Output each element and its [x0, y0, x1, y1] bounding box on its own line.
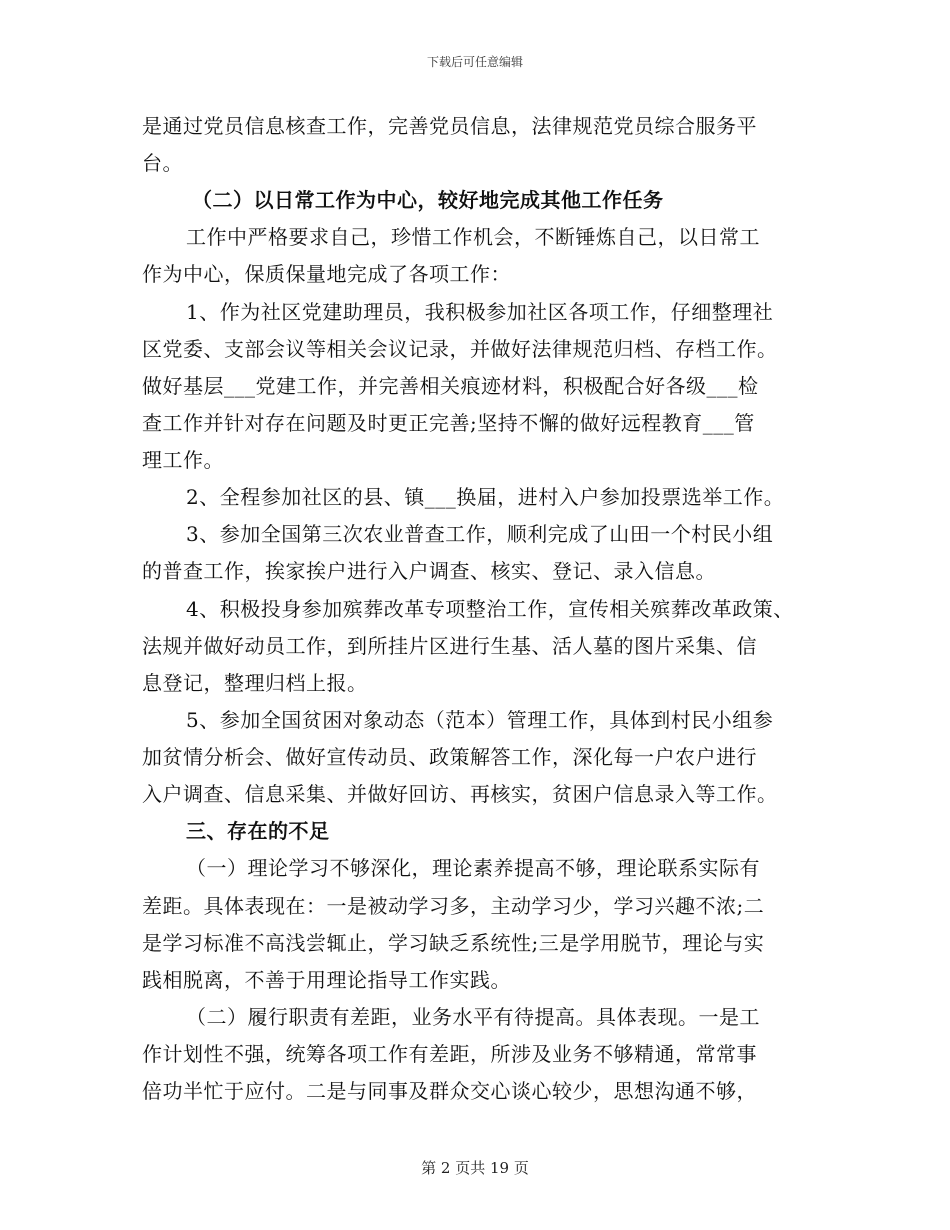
body-line: 理工作。 [142, 448, 224, 472]
body-line: 践相脱离，不善于用理论指导工作实践。 [142, 968, 511, 992]
body-line: 入户调查、信息采集、并做好回访、再核实，贫困户信息录入等工作。 [142, 782, 778, 806]
body-line: 工作中严格要求自己，珍惜工作机会，不断锤炼自己，以日常工 [186, 225, 760, 249]
body-line: 加贫情分析会、做好宣传动员、政策解答工作，深化每一户农户进行 [142, 745, 757, 769]
body-line: 做好基层___党建工作，并完善相关痕迹材料，积极配合好各级___检 [142, 374, 759, 398]
section-heading: （二）以日常工作为中心，较好地完成其他工作任务 [192, 188, 664, 212]
body-line: 差距。具体表现在：一是被动学习多，主动学习少，学习兴趣不浓;二 [142, 894, 765, 918]
body-line: 台。 [142, 151, 183, 175]
page-header: 下载后可任意编辑 [426, 55, 523, 69]
page-footer: 第 2 页共 19 页 [421, 1159, 529, 1177]
body-line: 是学习标准不高浅尝辄止，学习缺乏系统性;三是学用脱节，理论与实 [142, 931, 765, 955]
body-line: 3、参加全国第三次农业普查工作，顺利完成了山田一个村民小组 [186, 522, 774, 546]
body-line: 5、参加全国贫困对象动态（范本）管理工作，具体到村民小组参 [186, 708, 774, 732]
body-line: （一）理论学习不够深化，理论素养提高不够，理论联系实际有 [186, 856, 760, 880]
body-line: 法规并做好动员工作，到所挂片区进行生基、活人墓的图片采集、信 [142, 634, 757, 658]
body-line: 查工作并针对存在问题及时更正完善;坚持不懈的做好远程教育___管 [142, 411, 755, 435]
body-line: 作计划性不强，统筹各项工作有差距，所涉及业务不够精通，常常事 [142, 1042, 757, 1066]
body-line: 作为中心，保质保量地完成了各项工作： [142, 262, 511, 286]
body-line: 4、积极投身参加殡葬改革专项整治工作，宣传相关殡葬改革政策、 [186, 597, 794, 621]
body-line: 息登记，整理归档上报。 [142, 671, 368, 695]
section-heading: 三、存在的不足 [186, 819, 330, 843]
body-line: 区党委、支部会议等相关会议记录，并做好法律规范归档、存档工作。 [142, 337, 778, 361]
body-line: 2、全程参加社区的县、镇___换届，进村入户参加投票选举工作。 [186, 485, 785, 509]
body-line: 是通过党员信息核查工作，完善党员信息，法律规范党员综合服务平 [142, 114, 757, 138]
body-line: 的普查工作，挨家挨户进行入户调查、核实、登记、录入信息。 [142, 559, 716, 583]
body-line: （二）履行职责有差距，业务水平有待提高。具体表现。一是工 [186, 1005, 760, 1029]
body-line: 1、作为社区党建助理员，我积极参加社区各项工作，仔细整理社 [186, 300, 774, 324]
body-line: 倍功半忙于应付。二是与同事及群众交心谈心较少，思想沟通不够， [142, 1079, 757, 1103]
